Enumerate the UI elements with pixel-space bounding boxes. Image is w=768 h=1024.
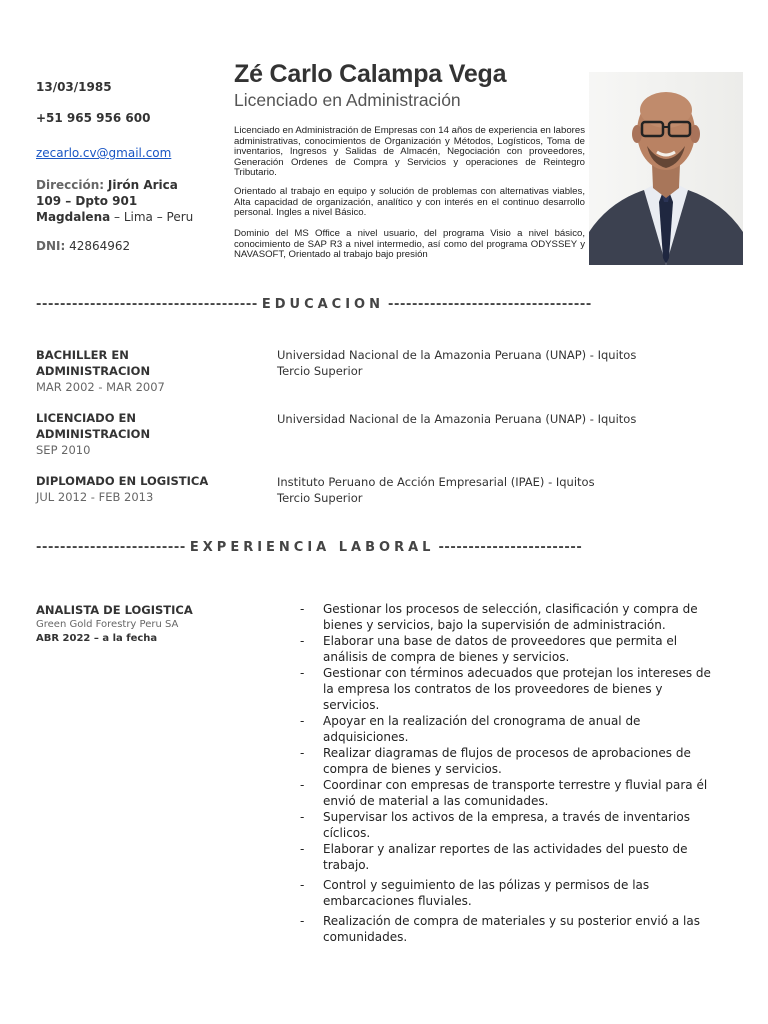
task-text: Elaborar una base de datos de proveedores que permita el análisis de compra de bienes y servicios. bbox=[323, 634, 678, 664]
degree-title: BACHILLER EN bbox=[36, 348, 129, 362]
experience-section-header bbox=[36, 540, 732, 555]
dni-value: 42864962 bbox=[69, 239, 131, 253]
job-period: ABR 2022 – a la fecha bbox=[36, 633, 158, 644]
education-item-1-degree bbox=[36, 347, 236, 395]
job-title: ANALISTA DE LOGISTICA bbox=[36, 603, 193, 617]
degree-title-line2: ADMINISTRACION bbox=[36, 427, 151, 441]
bullet-dash: - bbox=[300, 634, 305, 648]
address-block bbox=[36, 177, 193, 225]
degree-title-line2: ADMINISTRACION bbox=[36, 364, 151, 378]
institution-name: Universidad Nacional de la Amazonia Peruana (UNAP) - Iquitos bbox=[277, 348, 637, 362]
experience-dashes-left: ------------------------- bbox=[36, 540, 186, 555]
bullet-dash: - bbox=[300, 746, 305, 760]
education-item-2-institution bbox=[277, 411, 727, 427]
bullet-dash: - bbox=[300, 878, 305, 892]
bullet-dash: - bbox=[300, 778, 305, 792]
list-item bbox=[300, 633, 720, 665]
task-text: Gestionar con términos adecuados que protejan los intereses de la empresa los contratos de los proveedores de bienes y servicios. bbox=[323, 666, 711, 712]
task-text: Supervisar los activos de la empresa, a través de inventarios cíclicos. bbox=[323, 810, 690, 840]
list-item bbox=[300, 777, 720, 809]
job-task-list bbox=[300, 601, 720, 945]
candidate-name: Zé Carlo Calampa Vega bbox=[234, 60, 507, 88]
email-link[interactable]: zecarlo.cv@gmail.com bbox=[36, 146, 172, 160]
education-dashes-left: ------------------------------------- bbox=[36, 297, 258, 312]
address-region: – Lima – Peru bbox=[110, 210, 194, 224]
address-city: Magdalena bbox=[36, 210, 111, 224]
list-item bbox=[300, 665, 720, 713]
education-item-1-institution bbox=[277, 347, 727, 379]
task-text: Control y seguimiento de las pólizas y permisos de las embarcaciones fluviales. bbox=[323, 878, 650, 908]
degree-title: LICENCIADO EN bbox=[36, 411, 136, 425]
address-line2: 109 – Dpto 901 bbox=[36, 194, 138, 208]
address-line1: Jirón Arica bbox=[107, 178, 178, 192]
experience-heading: EXPERIENCIA LABORAL bbox=[189, 540, 435, 555]
task-text: Elaborar y analizar reportes de las actividades del puesto de trabajo. bbox=[323, 842, 688, 872]
list-item bbox=[300, 841, 720, 873]
list-item bbox=[300, 713, 720, 745]
bullet-dash: - bbox=[300, 714, 305, 728]
bullet-dash: - bbox=[300, 914, 305, 928]
education-dashes-right: ---------------------------------- bbox=[387, 297, 592, 312]
education-item-3-degree bbox=[36, 473, 236, 505]
dni-block bbox=[36, 239, 130, 253]
bullet-dash: - bbox=[300, 666, 305, 680]
task-text: Gestionar los procesos de selección, clasificación y compra de bienes y servicios, bajo la supervisión de administración. bbox=[323, 602, 698, 632]
task-text: Apoyar en la realización del cronograma de anual de adquisiciones. bbox=[323, 714, 641, 744]
degree-title: DIPLOMADO EN LOGISTICA bbox=[36, 474, 209, 488]
candidate-title: Licenciado en Administración bbox=[234, 90, 461, 110]
profile-photo bbox=[589, 72, 743, 265]
list-item bbox=[300, 745, 720, 777]
experience-dashes-right: ------------------------ bbox=[438, 540, 583, 555]
education-section-header bbox=[36, 297, 732, 312]
birth-date: 13/03/1985 bbox=[36, 80, 112, 94]
list-item bbox=[300, 877, 720, 909]
list-item bbox=[300, 809, 720, 841]
education-item-3-institution bbox=[277, 474, 727, 506]
degree-dates: MAR 2002 - MAR 2007 bbox=[36, 380, 165, 394]
task-text: Realización de compra de materiales y su posterior envió a las comunidades. bbox=[323, 914, 700, 944]
list-item bbox=[300, 601, 720, 633]
phone-number: +51 965 956 600 bbox=[36, 111, 151, 125]
degree-dates: SEP 2010 bbox=[36, 443, 91, 457]
bullet-dash: - bbox=[300, 810, 305, 824]
dni-label: DNI: bbox=[36, 239, 66, 253]
education-item-2-degree bbox=[36, 410, 236, 458]
bullet-dash: - bbox=[300, 602, 305, 616]
job-company: Green Gold Forestry Peru SA bbox=[36, 619, 179, 630]
address-label: Dirección: bbox=[36, 178, 105, 192]
job-entry bbox=[36, 602, 266, 646]
task-text: Coordinar con empresas de transporte terrestre y fluvial para él envió de material a las comunidades. bbox=[323, 778, 708, 808]
institution-note: Tercio Superior bbox=[277, 491, 363, 505]
institution-note: Tercio Superior bbox=[277, 364, 363, 378]
list-item bbox=[300, 913, 720, 945]
summary-paragraph-1: Licenciado en Administración de Empresas con 14 años de experiencia en labores administrativas, conocimientos de Organización y Métodos, Logísticos, Toma de inventarios, Ingresos y Salidas de Almacén, Negociación con proveedores, Generación Ordenes de Compra y Servicios y operaciones de Reintegro Tributario. bbox=[234, 125, 585, 179]
bullet-dash: - bbox=[300, 842, 305, 856]
institution-name: Universidad Nacional de la Amazonia Peruana (UNAP) - Iquitos bbox=[277, 412, 637, 426]
education-heading: EDUCACION bbox=[261, 297, 384, 312]
summary-paragraph-3: Dominio del MS Office a nivel usuario, del programa Visio a nivel básico, conocimiento de SAP R3 a nivel intermedio, así como del programa ODYSSEY y NAVASOFT, Orientado al trabajo bajo presión bbox=[234, 228, 585, 261]
profile-photo-illustration bbox=[589, 72, 743, 265]
institution-name: Instituto Peruano de Acción Empresarial (IPAE) - Iquitos bbox=[277, 475, 595, 489]
task-text: Realizar diagramas de flujos de procesos de aprobaciones de compra de bienes y servicios. bbox=[323, 746, 691, 776]
summary-paragraph-2: Orientado al trabajo en equipo y solución de problemas con alternativas viables, Alta capacidad de organización, analítico y con interés en el continuo desarrollo personal. Ingles a nivel Básico. bbox=[234, 186, 585, 219]
degree-dates: JUL 2012 - FEB 2013 bbox=[36, 490, 154, 504]
